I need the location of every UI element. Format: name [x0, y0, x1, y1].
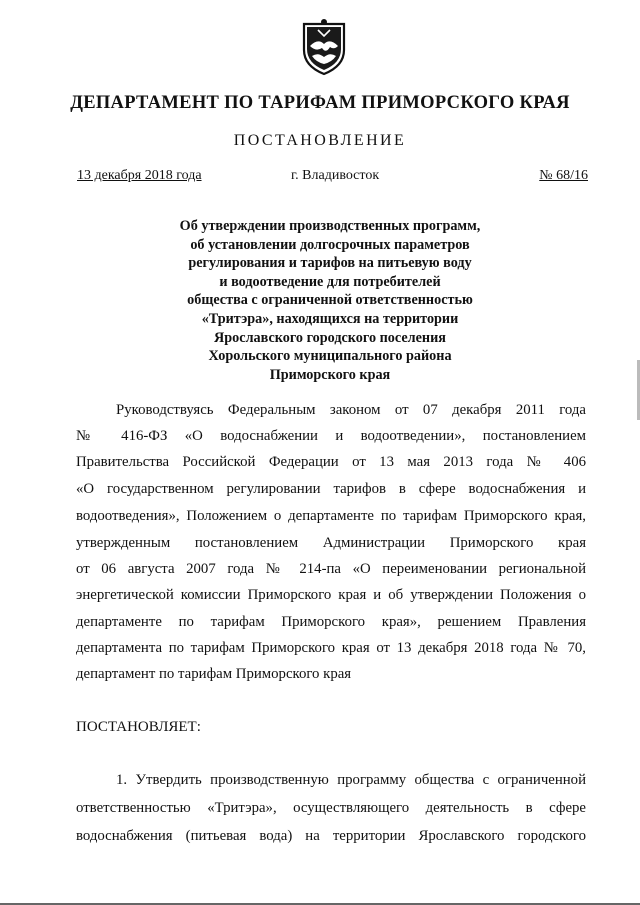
preamble-line: № 416-ФЗ «О водоснабжении и водоотведении», постановлением	[76, 428, 586, 444]
coat-of-arms-icon	[298, 16, 350, 76]
subject-line: Хорольского муниципального района	[208, 348, 452, 365]
document-date: 13 декабря 2018 года	[77, 168, 202, 183]
document-number: № 68/16	[539, 168, 588, 183]
subject-line: Приморского края	[269, 366, 391, 383]
subject-line: регулирования и тарифов на питьевую воду	[188, 255, 472, 272]
preamble-line: утвержденным постановлением Администрации Приморского края	[76, 535, 586, 551]
subject-line: «Тритэра», находящихся на территории	[201, 310, 459, 327]
subject-line: Об утверждении производственных программ,	[179, 218, 481, 234]
preamble-line: Руководствуясь Федеральным законом от 07 декабря 2011 года	[116, 402, 586, 418]
subject-line: и водоотведение для потребителей	[219, 273, 441, 290]
department-title: ДЕПАРТАМЕНТ ПО ТАРИФАМ ПРИМОРСКОГО КРАЯ	[70, 93, 570, 113]
preamble-line: от 06 августа 2007 года № 214-па «О переименовании региональной	[76, 561, 586, 577]
item-line: водоснабжения (питьевая вода) на территории Ярославского городского	[76, 828, 586, 844]
preamble-line: департамент по тарифам Приморского края	[76, 666, 352, 682]
document-type: ПОСТАНОВЛЕНИЕ	[233, 132, 407, 149]
preamble-line: Правительства Российской Федерации от 13 мая 2013 года № 406	[76, 454, 586, 470]
subject-line: об установлении долгосрочных параметров	[190, 236, 470, 253]
preamble-line: «О государственном регулировании тарифов в сфере водоснабжения и	[76, 481, 586, 497]
subject-line: общества с ограниченной ответственностью	[187, 292, 473, 309]
preamble-line: департаменте по тарифам Приморского края», решением Правления	[76, 614, 586, 630]
subject-line: Ярославского городского поселения	[214, 329, 446, 346]
decree-word: ПОСТАНОВЛЯЕТ:	[76, 719, 201, 735]
preamble-line: водоотведения», Положением о департаменте по тарифам Приморского края,	[76, 508, 586, 524]
item-line: ответственностью «Тритэра», осуществляющего деятельность в сфере	[76, 800, 586, 816]
document-city: г. Владивосток	[291, 168, 380, 183]
item-line: 1. Утвердить производственную программу общества с ограниченной	[116, 772, 586, 788]
preamble-line: энергетической комиссии Приморского края и об утверждении Положения о	[76, 587, 586, 603]
preamble-line: департамента по тарифам Приморского края от 13 декабря 2018 года № 70,	[76, 640, 586, 656]
document-subject	[0, 217, 640, 384]
